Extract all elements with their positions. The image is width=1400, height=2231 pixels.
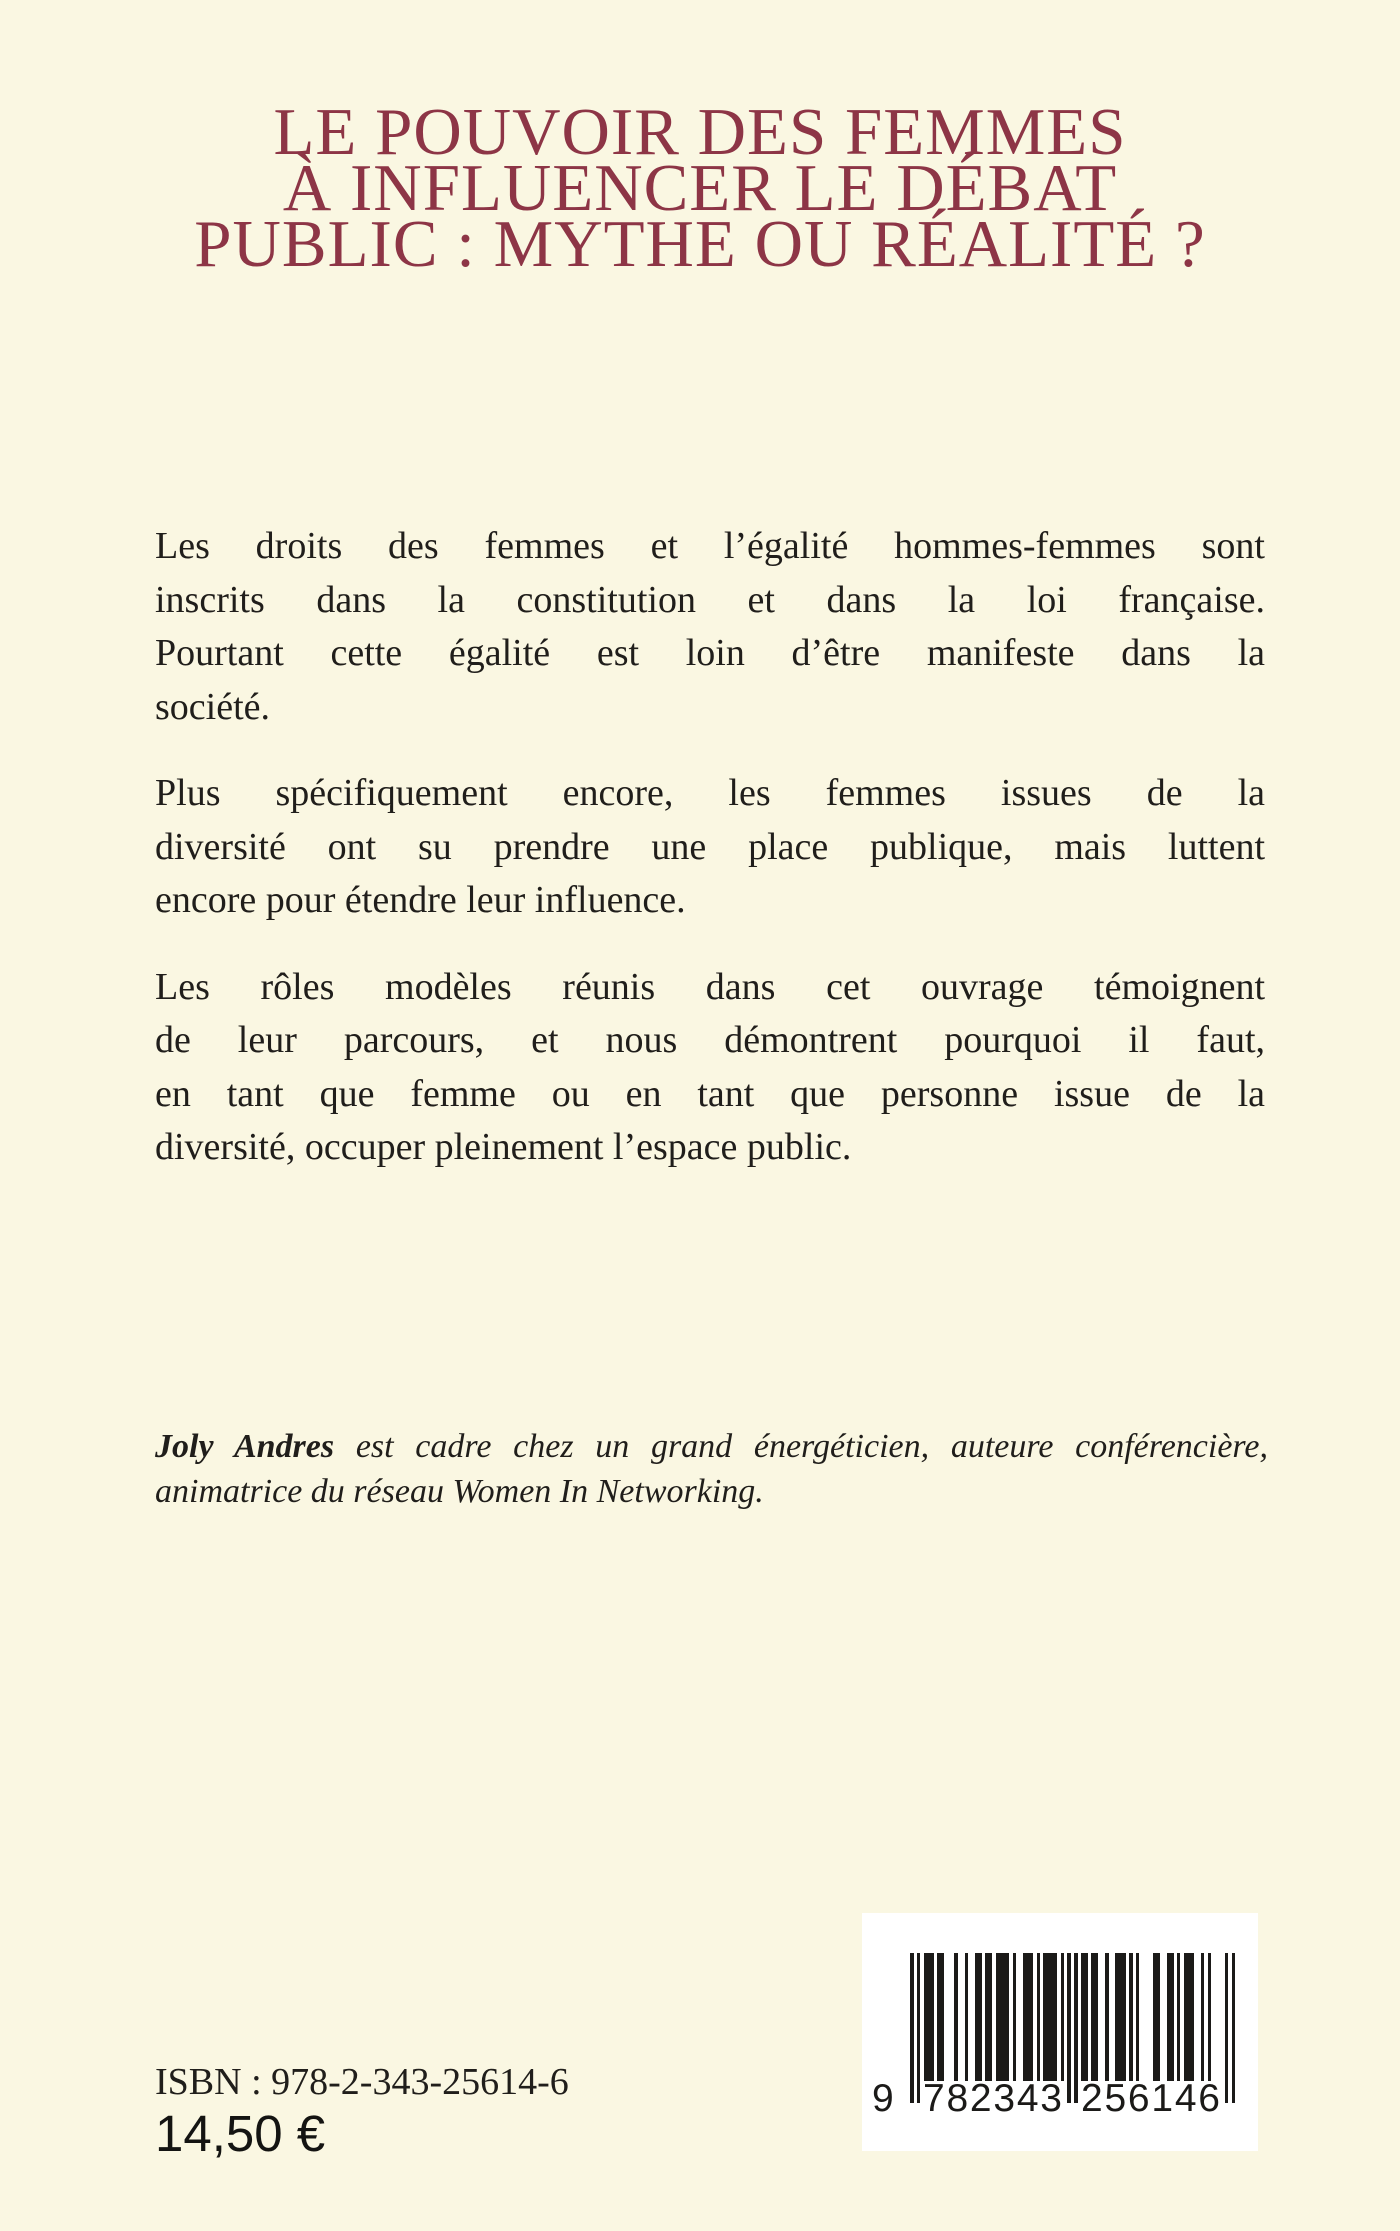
barcode-digit: 2 <box>1081 2077 1103 2120</box>
barcode-digit: 2 <box>969 2077 992 2120</box>
text-line: Pourtant cette égalité est loin d’être manifeste dans la <box>155 632 1265 674</box>
barcode-bar <box>941 1953 945 2081</box>
barcode-bar <box>989 1953 993 2081</box>
text-line: de leur parcours, et nous démontrent pourquoi il faut, <box>155 1019 1265 1061</box>
barcode-bar <box>1105 1953 1109 2081</box>
text-line: Plus spécifiquement encore, les femmes issues de la <box>155 772 1265 814</box>
barcode-digit: 6 <box>1198 2077 1220 2120</box>
barcode-bar <box>978 1953 982 2081</box>
barcode-digits-left <box>923 2079 1062 2119</box>
text-line: Les rôles modèles réunis dans cet ouvrage témoignent <box>155 965 1265 1008</box>
barcode-digit: 3 <box>1040 2077 1062 2120</box>
barcode-digit: 4 <box>1174 2077 1197 2120</box>
paragraph <box>155 961 1265 1175</box>
barcode-digit: 6 <box>1127 2077 1150 2120</box>
title-line: À INFLUENCER LE DÉBAT <box>282 151 1118 225</box>
barcode-digit: 1 <box>1151 2077 1174 2120</box>
title-line: LE POUVOIR DES FEMMES <box>273 95 1127 169</box>
author-bio-text: est cadre chez un grand énergéticien, auteure conférencière, <box>334 1428 1268 1465</box>
barcode-bar <box>1170 1953 1174 2081</box>
back-cover-text <box>155 520 1265 1208</box>
barcode-bar <box>1225 1953 1229 2103</box>
barcode-bar <box>1013 1953 1017 2081</box>
barcode-bar <box>1006 1953 1010 2081</box>
barcode-bar <box>1067 1953 1071 2103</box>
text-line: inscrits dans la constitution et dans la loi française. <box>155 578 1265 621</box>
barcode-digit-first: 9 <box>872 2077 894 2120</box>
book-title <box>0 95 1400 281</box>
author-bio <box>155 1424 1268 1514</box>
barcode-bar <box>1061 1953 1065 2081</box>
barcode-bar <box>910 1953 914 2103</box>
barcode-bar <box>1095 1953 1099 2081</box>
barcode-bar <box>1074 1953 1078 2103</box>
paragraph <box>155 767 1265 928</box>
barcode-bar <box>917 1953 921 2103</box>
barcode <box>862 1913 1258 2151</box>
barcode-digits-right <box>1081 2079 1220 2119</box>
paragraph <box>155 520 1265 734</box>
barcode-bar <box>1201 1953 1205 2081</box>
barcode-bar <box>1030 1953 1034 2081</box>
barcode-bar <box>965 1953 969 2081</box>
barcode-bar <box>1156 1953 1160 2081</box>
barcode-bar <box>1037 1953 1041 2081</box>
isbn-text: ISBN : 978-2-343-25614-6 <box>155 2061 569 2103</box>
author-name: Joly Andres <box>155 1428 335 1465</box>
barcode-bar <box>1136 1953 1140 2081</box>
author-bio-line: animatrice du réseau Women In Networking. <box>155 1473 764 1510</box>
barcode-bar <box>1054 1953 1058 2081</box>
barcode-bar <box>1208 1953 1212 2081</box>
text-line: diversité ont su prendre une place publique, mais luttent <box>155 825 1265 868</box>
barcode-bar <box>931 1953 935 2081</box>
title-line: PUBLIC : MYTHE OU RÉALITÉ ? <box>194 207 1206 281</box>
barcode-digit: 8 <box>946 2077 969 2120</box>
barcode-digit: 5 <box>1104 2077 1127 2120</box>
barcode-bar <box>1191 1953 1195 2081</box>
barcode-bar <box>954 1953 958 2081</box>
text-line: société. <box>155 685 271 728</box>
barcode-digit: 4 <box>1016 2077 1039 2120</box>
barcode-digit: 3 <box>993 2077 1016 2120</box>
text-line: encore pour étendre leur influence. <box>155 879 686 921</box>
author-bio-line <box>155 1424 1268 1469</box>
barcode-digit: 7 <box>923 2077 945 2120</box>
text-line: en tant que femme ou en tant que personne issue de la <box>155 1072 1265 1115</box>
barcode-bar <box>1084 1953 1088 2081</box>
barcode-bar <box>1232 1953 1236 2103</box>
price-text: 14,50 € <box>155 2105 326 2162</box>
barcode-bar <box>1122 1953 1126 2081</box>
text-line: Les droits des femmes et l’égalité hommes-femmes sont <box>155 525 1265 567</box>
barcode-bar <box>1129 1953 1133 2081</box>
text-line: diversité, occuper pleinement l’espace public. <box>155 1126 852 1168</box>
barcode-bar <box>1177 1953 1181 2081</box>
